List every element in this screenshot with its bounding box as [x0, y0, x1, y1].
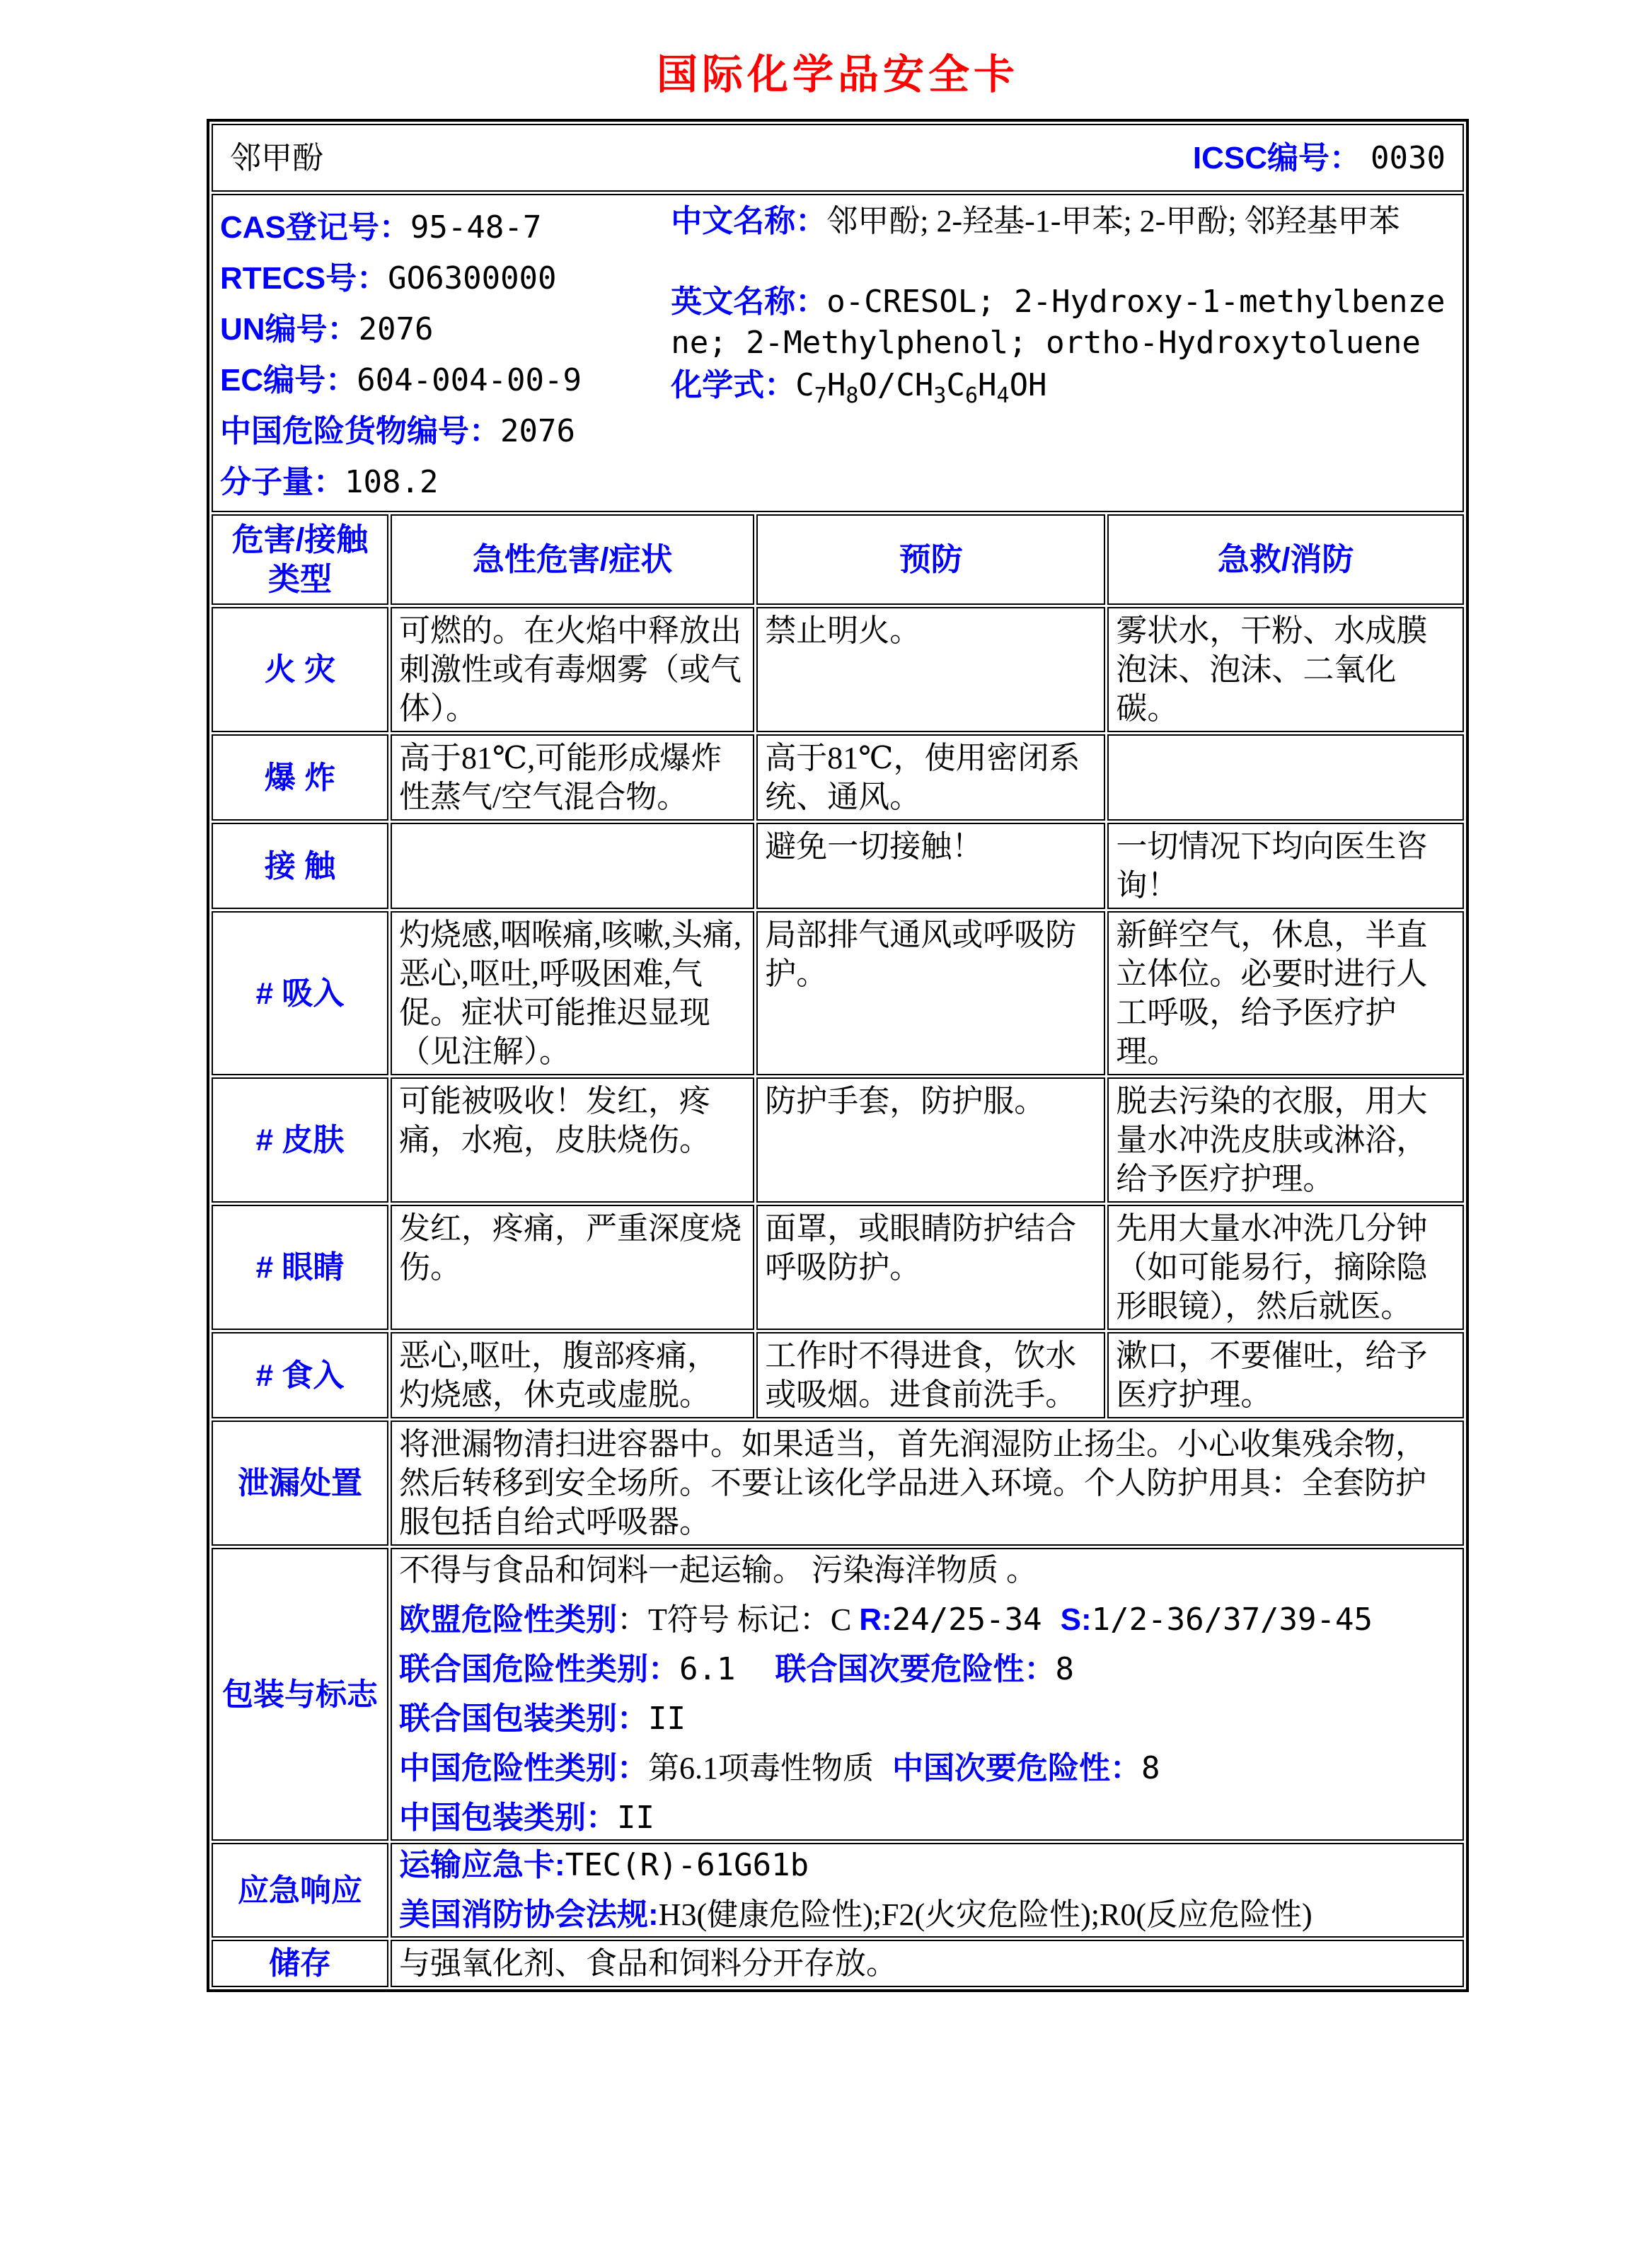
molecular-weight-label: 分子量：	[220, 465, 345, 499]
un-packing-group-line	[399, 1701, 1455, 1737]
un-packing-group-label: 联合国包装类别：	[399, 1701, 649, 1736]
hazard-row-ingestion	[212, 1332, 1464, 1418]
icsc-number-label: ICSC编号：	[1192, 140, 1361, 175]
nfpa-value: H3(健康危险性);F2(火灾危险性);R0(反应危险性)	[658, 1897, 1312, 1932]
header-hazard-type: 危害/接触类型	[212, 514, 388, 605]
chemical-name: 邻甲酚	[230, 140, 323, 175]
english-name-field	[671, 282, 1451, 364]
symptoms-cell: 可燃的。在火焰中释放出刺激性或有毒烟雾（或气体）。	[391, 607, 754, 732]
hazard-type-cell: # 食入	[212, 1332, 388, 1418]
symptoms-cell: 可能被吸收！发红，疼痛，水疱，皮肤烧伤。	[391, 1077, 754, 1203]
hazard-table-header-row	[212, 514, 1464, 605]
english-name-value: o-CRESOL; 2-Hydroxy-1-methylbenzene; 2-Methylphenol; ortho-Hydroxytoluene	[671, 284, 1446, 361]
molecular-weight-value: 108.2	[345, 464, 439, 500]
cn-hazard-class-value: 第6.1项毒性物质	[648, 1751, 875, 1786]
spill-disposal-text: 将泄漏物清扫进容器中。如果适当，首先润湿防止扬尘。小心收集残余物，然后转移到安全场所。不要让该化学品进入环境。个人防护用具：全套防护服包括自给式呼吸器。	[391, 1421, 1464, 1546]
rtecs-number-field	[220, 253, 671, 304]
hazard-type-cell: # 吸入	[212, 911, 388, 1075]
cas-number-field	[220, 202, 671, 253]
storage-label: 储存	[212, 1940, 388, 1987]
chinese-name-value: 邻甲酚; 2-羟基-1-甲苯; 2-甲酚; 邻羟基甲苯	[826, 204, 1400, 238]
identification-cell	[212, 194, 1464, 512]
registry-numbers	[220, 202, 671, 508]
cn-hazard-class-line	[399, 1750, 1455, 1787]
un-number-label: UN编号：	[220, 312, 359, 347]
eu-s-phrase-label: S:	[1060, 1602, 1092, 1637]
eu-r-phrase-label: R:	[859, 1602, 892, 1637]
hazard-row-fire	[212, 607, 1464, 732]
cn-subsidiary-risk-label: 中国次要危险性：	[892, 1751, 1142, 1786]
formula-label: 化学式：	[671, 368, 796, 403]
hazard-row-contact	[212, 823, 1464, 909]
emergency-response-row	[212, 1843, 1464, 1938]
hazard-row-skin	[212, 1077, 1464, 1203]
cn-packing-group-value: II	[617, 1800, 655, 1836]
storage-text: 与强氧化剂、食品和饲料分开存放。	[391, 1940, 1464, 1987]
names-block	[671, 202, 1455, 508]
emergency-response-label: 应急响应	[212, 1843, 388, 1938]
transport-note-line	[399, 1552, 1455, 1589]
hazard-type-cell: 火 灾	[212, 607, 388, 732]
firstaid-cell: 脱去污染的衣服，用大量水冲洗皮肤或淋浴，给予医疗护理。	[1107, 1077, 1464, 1203]
un-hazard-class-line	[399, 1651, 1455, 1688]
spill-disposal-label: 泄漏处置	[212, 1421, 388, 1546]
formula-field	[671, 365, 1451, 417]
tec-card-line	[399, 1847, 1455, 1884]
header-firstaid-firefighting: 急救/消防	[1107, 514, 1464, 605]
chemical-formula: $C_7H_8O/CH_3C_6H_4OH$	[795, 367, 1047, 408]
un-subsidiary-risk-label: 联合国次要危险性：	[775, 1652, 1056, 1686]
icsc-number-value: 0030	[1371, 139, 1446, 176]
page-title: 国际化学品安全卡	[656, 52, 1019, 98]
hazard-type-cell: # 皮肤	[212, 1077, 388, 1203]
china-dg-number-label: 中国危险货物编号：	[220, 414, 500, 449]
symptoms-cell: 灼烧感,咽喉痛,咳嗽,头痛,恶心,呕吐,呼吸困难,气促。症状可能推迟显现（见注解）。	[391, 911, 754, 1075]
cn-packing-group-line	[399, 1800, 1455, 1836]
emergency-response-content	[391, 1843, 1464, 1938]
hazard-type-cell: 接 触	[212, 823, 388, 909]
symptoms-cell: 恶心,呕吐，腹部疼痛，灼烧感，休克或虚脱。	[391, 1332, 754, 1418]
nfpa-line	[399, 1897, 1455, 1933]
card-header-row	[212, 124, 1464, 192]
ec-number-field	[220, 355, 671, 406]
tec-card-value: TEC(R)-61G61b	[565, 1847, 809, 1883]
card-header-cell	[212, 124, 1464, 192]
prevention-cell: 面罩，或眼睛防护结合呼吸防护。	[756, 1205, 1105, 1330]
prevention-cell: 避免一切接触！	[756, 823, 1105, 909]
china-dg-number-value: 2076	[500, 413, 575, 449]
un-packing-group-value: II	[648, 1701, 686, 1737]
cn-subsidiary-risk-value: 8	[1141, 1750, 1160, 1786]
firstaid-cell: 漱口，不要催吐，给予医疗护理。	[1107, 1332, 1464, 1418]
rtecs-number-value: GO6300000	[388, 260, 557, 296]
firstaid-cell: 新鲜空气，休息，半直立体位。必要时进行人工呼吸，给予医疗护理。	[1107, 911, 1464, 1075]
hazard-row-eyes	[212, 1205, 1464, 1330]
cas-number-value: 95-48-7	[410, 209, 542, 245]
transport-note: 不得与食品和饲料一起运输。 污染海洋物质 。	[399, 1553, 1038, 1587]
firstaid-cell: 雾状水，干粉、水成膜泡沫、泡沫、二氧化碳。	[1107, 607, 1464, 732]
hazard-row-inhalation	[212, 911, 1464, 1075]
packaging-labelling-content	[391, 1548, 1464, 1841]
packaging-labelling-row	[212, 1548, 1464, 1841]
chinese-name-field	[671, 202, 1451, 241]
packaging-labelling-label: 包装与标志	[212, 1548, 388, 1841]
icsc-number	[1193, 139, 1446, 178]
un-hazard-class-label: 联合国危险性类别：	[399, 1652, 680, 1686]
prevention-cell: 局部排气通风或呼吸防护。	[756, 911, 1105, 1075]
hazard-type-cell: 爆 炸	[212, 734, 388, 821]
chinese-name-label: 中文名称：	[671, 204, 827, 238]
prevention-cell: 防护手套，防护服。	[756, 1077, 1105, 1203]
eu-s-phrase-value: 1/2-36/37/39-45	[1091, 1602, 1373, 1638]
symptoms-cell: 高于81℃,可能形成爆炸性蒸气/空气混合物。	[391, 734, 754, 821]
prevention-cell: 工作时不得进食，饮水或吸烟。进食前洗手。	[756, 1332, 1105, 1418]
english-name-label: 英文名称：	[671, 284, 827, 319]
eu-r-phrase-value: 24/25-34	[892, 1602, 1042, 1638]
firstaid-cell	[1107, 734, 1464, 821]
prevention-cell: 禁止明火。	[756, 607, 1105, 732]
header-acute-symptoms: 急性危害/症状	[391, 514, 754, 605]
identification-row	[212, 194, 1464, 512]
cn-packing-group-label: 中国包装类别：	[399, 1800, 618, 1835]
eu-hazard-class-mid: ：T符号 标记：C	[617, 1602, 860, 1637]
tec-card-label: 运输应急卡:	[399, 1848, 565, 1882]
hazard-type-cell: # 眼睛	[212, 1205, 388, 1330]
molecular-weight-field	[220, 457, 671, 508]
ec-number-value: 604-004-00-9	[357, 362, 582, 398]
china-dg-number-field	[220, 406, 671, 457]
un-subsidiary-risk-value: 8	[1055, 1651, 1075, 1687]
un-number-field	[220, 304, 671, 355]
firstaid-cell: 先用大量水冲洗几分钟（如可能易行，摘除隐形眼镜），然后就医。	[1107, 1205, 1464, 1330]
eu-hazard-class-line	[399, 1602, 1455, 1638]
rtecs-number-label: RTECS号：	[220, 261, 388, 296]
prevention-cell: 高于81℃，使用密闭系统、通风。	[756, 734, 1105, 821]
cn-hazard-class-label: 中国危险性类别：	[399, 1751, 649, 1786]
un-number-value: 2076	[358, 311, 434, 347]
symptoms-cell	[391, 823, 754, 909]
hazard-row-explosion	[212, 734, 1464, 821]
safety-card-table	[207, 119, 1469, 1992]
header-prevention: 预防	[756, 514, 1105, 605]
ec-number-label: EC编号：	[220, 363, 357, 398]
un-hazard-class-value: 6.1	[679, 1651, 736, 1687]
nfpa-label: 美国消防协会法规:	[399, 1897, 659, 1932]
cas-number-label: CAS登记号：	[220, 210, 410, 245]
symptoms-cell: 发红，疼痛，严重深度烧伤。	[391, 1205, 754, 1330]
spill-disposal-row	[212, 1421, 1464, 1546]
storage-row	[212, 1940, 1464, 1987]
firstaid-cell: 一切情况下均向医生咨询！	[1107, 823, 1464, 909]
eu-hazard-class-label: 欧盟危险性类别	[399, 1602, 618, 1637]
